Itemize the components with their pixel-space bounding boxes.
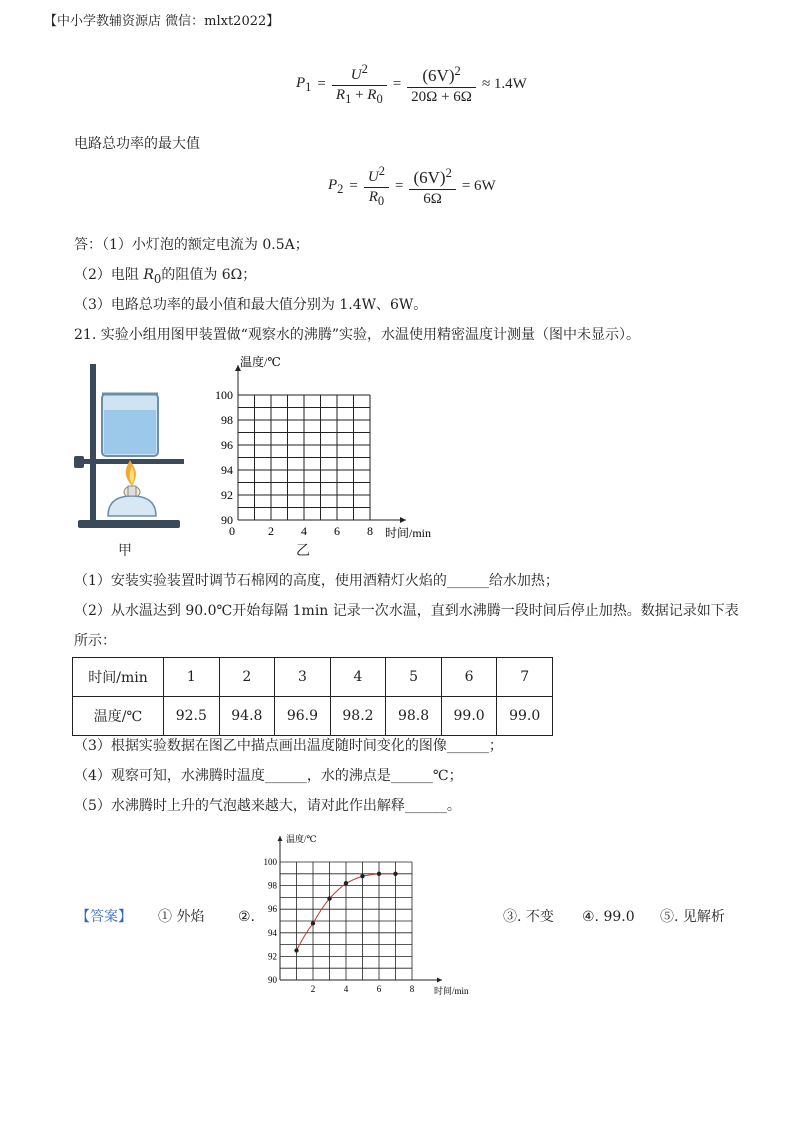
total-power-max-line: 电路总功率的最大值: [74, 136, 200, 152]
formula-p2-lhs: P: [328, 176, 338, 193]
answer-part-4: ④. 99.0: [582, 909, 635, 925]
answer-data-point: [327, 896, 331, 900]
apparatus-illustration: [72, 360, 192, 538]
answer-2-r-sub: 0: [153, 271, 162, 286]
answer-ytick-label: 94: [268, 927, 277, 938]
page-header: 【中小学教辅资源店 微信：mlxt2022】: [44, 14, 280, 29]
formula-p1-den2: 20Ω + 6Ω: [411, 88, 472, 105]
formula-p2-result: = 6W: [461, 178, 496, 194]
answer-2: [74, 265, 256, 289]
formula-p2-den2: 6Ω: [423, 190, 442, 207]
answer-data-point: [377, 872, 381, 876]
question-2-line2: 所示：: [74, 633, 116, 649]
answer-2-r: R: [143, 267, 154, 283]
data-table: [72, 657, 553, 736]
question-4: （4）观察可知，水沸腾时温度______，水的沸点是______℃；: [74, 768, 463, 784]
table-head-temp: 温度/℃: [73, 697, 164, 736]
table-cell: 99.0: [497, 697, 553, 736]
grid-chart-xticks: [229, 524, 373, 538]
formula-p2-num2-sup: 2: [445, 165, 452, 180]
grid-ytick-label: 98: [221, 413, 233, 427]
table-cell: 99.0: [441, 697, 497, 736]
answer-2-post: 的阻值为 6Ω；: [161, 267, 257, 283]
grid-xtick-label: 2: [268, 524, 274, 538]
table-cell: 4: [330, 658, 386, 697]
grid-xtick-label: 8: [367, 524, 373, 538]
grid-chart-ylabel: 温度/℃: [240, 355, 281, 369]
formula-p1-result: ≈ 1.4W: [481, 76, 527, 92]
table-row: [73, 697, 553, 736]
grid-ytick-label: 94: [221, 463, 233, 477]
formula-p1-den-r1: R: [335, 87, 346, 103]
grid-chart-yticks: [215, 388, 233, 527]
table-cell: 5: [386, 658, 442, 697]
grid-xtick-label: 6: [334, 524, 340, 538]
grid-xtick-label: 0: [229, 524, 235, 538]
grid-chart-lines: [235, 365, 406, 523]
answer-ytick-label: 96: [268, 904, 277, 915]
formula-p2-num1-sup: 2: [378, 164, 385, 178]
label-yi: 乙: [296, 543, 310, 559]
answer-2-pre: （2）电阻: [74, 267, 144, 283]
x-axis-arrow-icon: [400, 517, 406, 523]
answer-xtick-label: 6: [376, 984, 382, 994]
formula-p1-num2-sup: 2: [454, 63, 461, 78]
answer-chart-ylabel: 温度/℃: [286, 834, 317, 844]
answer-data-point: [393, 872, 397, 876]
answer-ytick-label: 90: [268, 975, 277, 985]
answer-part-2: ②.: [238, 909, 256, 925]
answer-ytick-label: 98: [268, 880, 277, 891]
question-2-line1: （2）从水温达到 90.0℃开始每隔 1min 记录一次水温，直到水沸腾一段时间后停止加热。数据记录如下表: [74, 603, 739, 619]
table-cell: 98.8: [386, 697, 442, 736]
question-1: （1）安装实验装置时调节石棉网的高度，使用酒精灯火焰的______给水加热；: [74, 573, 559, 589]
grid-ytick-label: 90: [221, 513, 233, 527]
answer-part-5: ⑤. 见解析: [660, 909, 725, 925]
grid-ytick-label: 100: [215, 388, 233, 402]
table-cell: 98.2: [330, 697, 386, 736]
formula-p1-den-r0-sub: 0: [376, 92, 383, 106]
answer-data-point: [294, 948, 298, 952]
answer-3: （3）电路总功率的最小值和最大值分别为 1.4W、6W。: [74, 297, 428, 313]
grid-ytick-label: 92: [221, 488, 233, 502]
formula-p2-num2: (6V): [413, 167, 446, 187]
formula-p1-num2: (6V): [422, 65, 455, 85]
table-cell: 3: [275, 658, 331, 697]
formula-p1-den-r1-sub: 1: [345, 92, 352, 106]
grid-chart-yi: [200, 350, 440, 545]
table-cell: 1: [164, 658, 220, 697]
answer-xtick-label: 2: [310, 984, 316, 994]
formula-p2-lhs-sub: 2: [337, 181, 344, 196]
answer-1: 答：（1）小灯泡的额定电流为 0.5A；: [74, 237, 309, 253]
formula-p1-num1-sup: 2: [361, 62, 368, 76]
question-3: （3）根据实验数据在图乙中描点画出温度随时间变化的图像______；: [74, 738, 503, 754]
answer-ytick-label: 92: [268, 951, 277, 962]
answer-data-point: [344, 881, 348, 885]
table-cell: 2: [219, 658, 275, 697]
answer-part-1: ① 外焰: [158, 909, 205, 925]
formula-p1-lhs: P: [296, 74, 306, 91]
grid-chart-xlabel: 时间/min: [385, 526, 432, 540]
formula-p2-den1: R: [368, 189, 378, 205]
answer-y-arrow-icon: [278, 836, 283, 841]
answer-chart-xlabel: 时间/min: [434, 986, 469, 996]
question-5: （5）水沸腾时上升的气泡越来越大，请对此作出解释______。: [74, 798, 461, 814]
table-head-time: 时间/min: [73, 658, 164, 697]
question-21-title: 21. 实验小组用图甲装置做“观察水的沸腾”实验，水温使用精密温度计测量（图中未显示）。: [74, 327, 641, 343]
table-cell: 6: [441, 658, 497, 697]
formula-p1-num1: U: [350, 67, 362, 83]
answer-chart-xticks: [311, 984, 415, 994]
answer-x-arrow-icon: [437, 978, 442, 983]
answer-data-point: [360, 874, 364, 878]
formula-p1-plus: +: [355, 87, 364, 103]
formula-p2: $P_2$ = $\frac{U^2}{R_0}$ = $\frac{(6V)^2}{6\Omega}$ = 6W: [328, 164, 496, 208]
table-cell: 96.9: [275, 697, 331, 736]
answer-ytick-label: 100: [263, 857, 277, 867]
answer-chart-grid: [278, 836, 443, 983]
grid-ytick-label: 96: [221, 438, 233, 452]
formula-p2-num1: U: [367, 169, 379, 185]
formula-p1: $P_1$ = $\frac{U^2}{R_1 + R_0}$ = $\frac{(6V)^2}{20\Omega + 6\Omega}$ ≈ 1.4W: [296, 62, 527, 106]
table-cell: 92.5: [164, 697, 220, 736]
table-row: [73, 658, 553, 697]
formula-p2-den1-sub: 0: [377, 194, 385, 208]
grid-xtick-label: 4: [301, 524, 307, 538]
table-cell: 7: [497, 658, 553, 697]
answer-part-3: ③. 不变: [503, 909, 554, 925]
label-jia: 甲: [118, 543, 132, 559]
answer-xtick-label: 4: [343, 984, 349, 994]
table-cell: 94.8: [219, 697, 275, 736]
answer-label: 【答案】: [76, 909, 132, 925]
answer-xtick-label: 8: [409, 984, 415, 994]
answer-chart: [258, 830, 478, 1000]
answer-chart-yticks: [264, 857, 278, 985]
formula-p1-den-r0: R: [367, 87, 377, 103]
answer-data-point: [311, 921, 315, 925]
formula-p1-lhs-sub: 1: [305, 79, 312, 94]
